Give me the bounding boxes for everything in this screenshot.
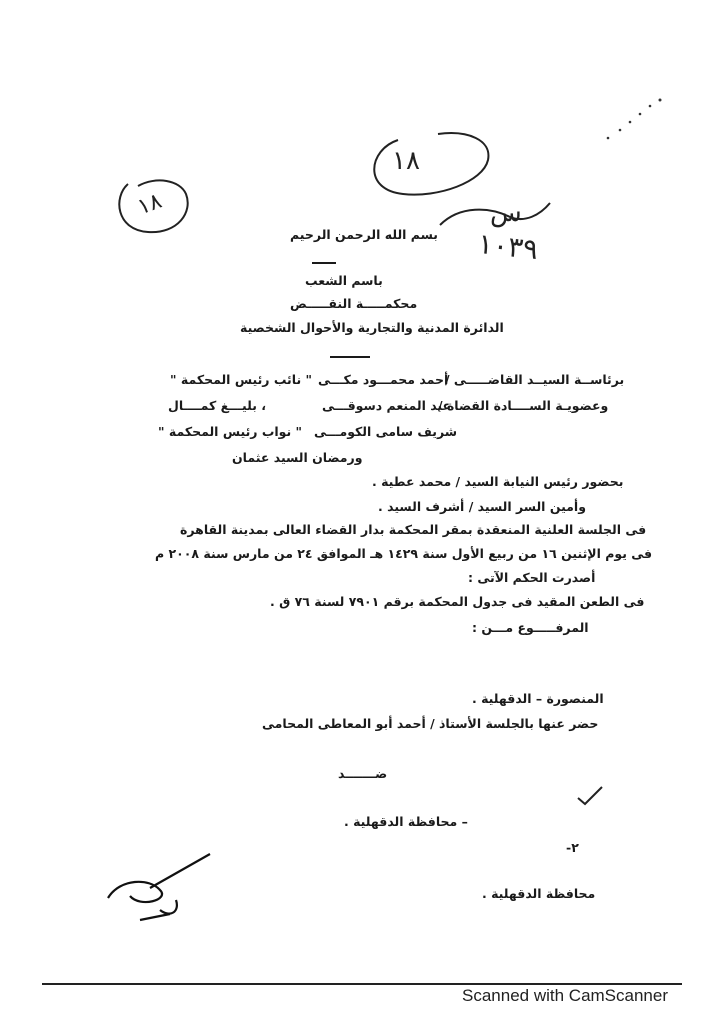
in-name-of-people: باسم الشعب xyxy=(305,273,383,288)
respondent-2: محافظة الدقهلية . xyxy=(482,886,596,901)
respondent-1: – محافظة الدقهلية . xyxy=(344,814,468,829)
handwritten-dots xyxy=(600,92,670,152)
footer-rule xyxy=(42,983,682,985)
attorney-line: حضر عنها بالجلسة الأستاذ / أحمد أبو المعاطى المحامى xyxy=(262,716,599,731)
session-line: فى الجلسة العلنية المنعقدة بمقر المحكمة بدار القضاء العالى بمدينة القاهرة xyxy=(180,522,647,537)
member-4: ورمضان السيد عثمان xyxy=(232,450,363,465)
handwritten-reference-number: ١٠٣٩ xyxy=(476,226,540,267)
handwritten-circle-top xyxy=(358,120,498,200)
secretary-line: وأمين السر السيد / أشرف السيد . xyxy=(378,499,586,514)
handwritten-check-mark xyxy=(575,784,605,808)
location-line: المنصورة – الدقهلية . xyxy=(472,691,604,706)
respondent-2-number: -٢ xyxy=(566,840,579,855)
basmala: بسم الله الرحمن الرحيم xyxy=(290,227,438,242)
handwritten-reference-letter: س xyxy=(490,198,522,228)
handwritten-number-top: ١٨ xyxy=(392,146,420,176)
issued-line: أصدرت الحكم الآتى : xyxy=(468,570,596,585)
date-line: فى يوم الإثنين ١٦ من ربيع الأول سنة ١٤٢٩ هـ الموافق ٢٤ من مارس سنة ٢٠٠٨ م xyxy=(155,546,653,561)
circuit-name: الدائرة المدنية والتجارية والأحوال الشخصية xyxy=(240,320,504,335)
handwritten-signature xyxy=(100,838,230,928)
members-label: وعضويـة الســــادة القضاة / xyxy=(438,398,609,413)
member-1: عبد المنعم دسوقـــى xyxy=(322,398,452,413)
header-divider-2 xyxy=(330,356,370,358)
member-2: ، بليـــغ كمــــال xyxy=(168,398,266,413)
header-divider-1 xyxy=(312,262,336,264)
members-title: " نواب رئيس المحكمة " xyxy=(158,424,303,439)
member-3: شريف سامى الكومـــى xyxy=(314,424,458,439)
scanner-watermark: Scanned with CamScanner xyxy=(462,986,669,1005)
appeal-line: فى الطعن المقيد فى جدول المحكمة برقم ٧٩٠١ لسنة ٧٦ ق . xyxy=(270,594,645,609)
handwritten-number-left: ١٨ xyxy=(134,188,166,221)
presiding-name: أحمد محمـــود مكـــى xyxy=(318,372,449,387)
court-name: محكمـــــة النقـــــض xyxy=(290,296,418,311)
against-label: ضـــــــد xyxy=(338,766,388,781)
presiding-title: " نائب رئيس المحكمة " xyxy=(170,372,313,387)
presiding-label: برئاســة السيــد القاضـــــى / xyxy=(445,372,625,387)
filed-by-line: المرفـــــوع مـــن : xyxy=(472,620,589,635)
prosecutor-line: بحضور رئيس النيابة السيد / محمد عطية . xyxy=(372,474,624,489)
